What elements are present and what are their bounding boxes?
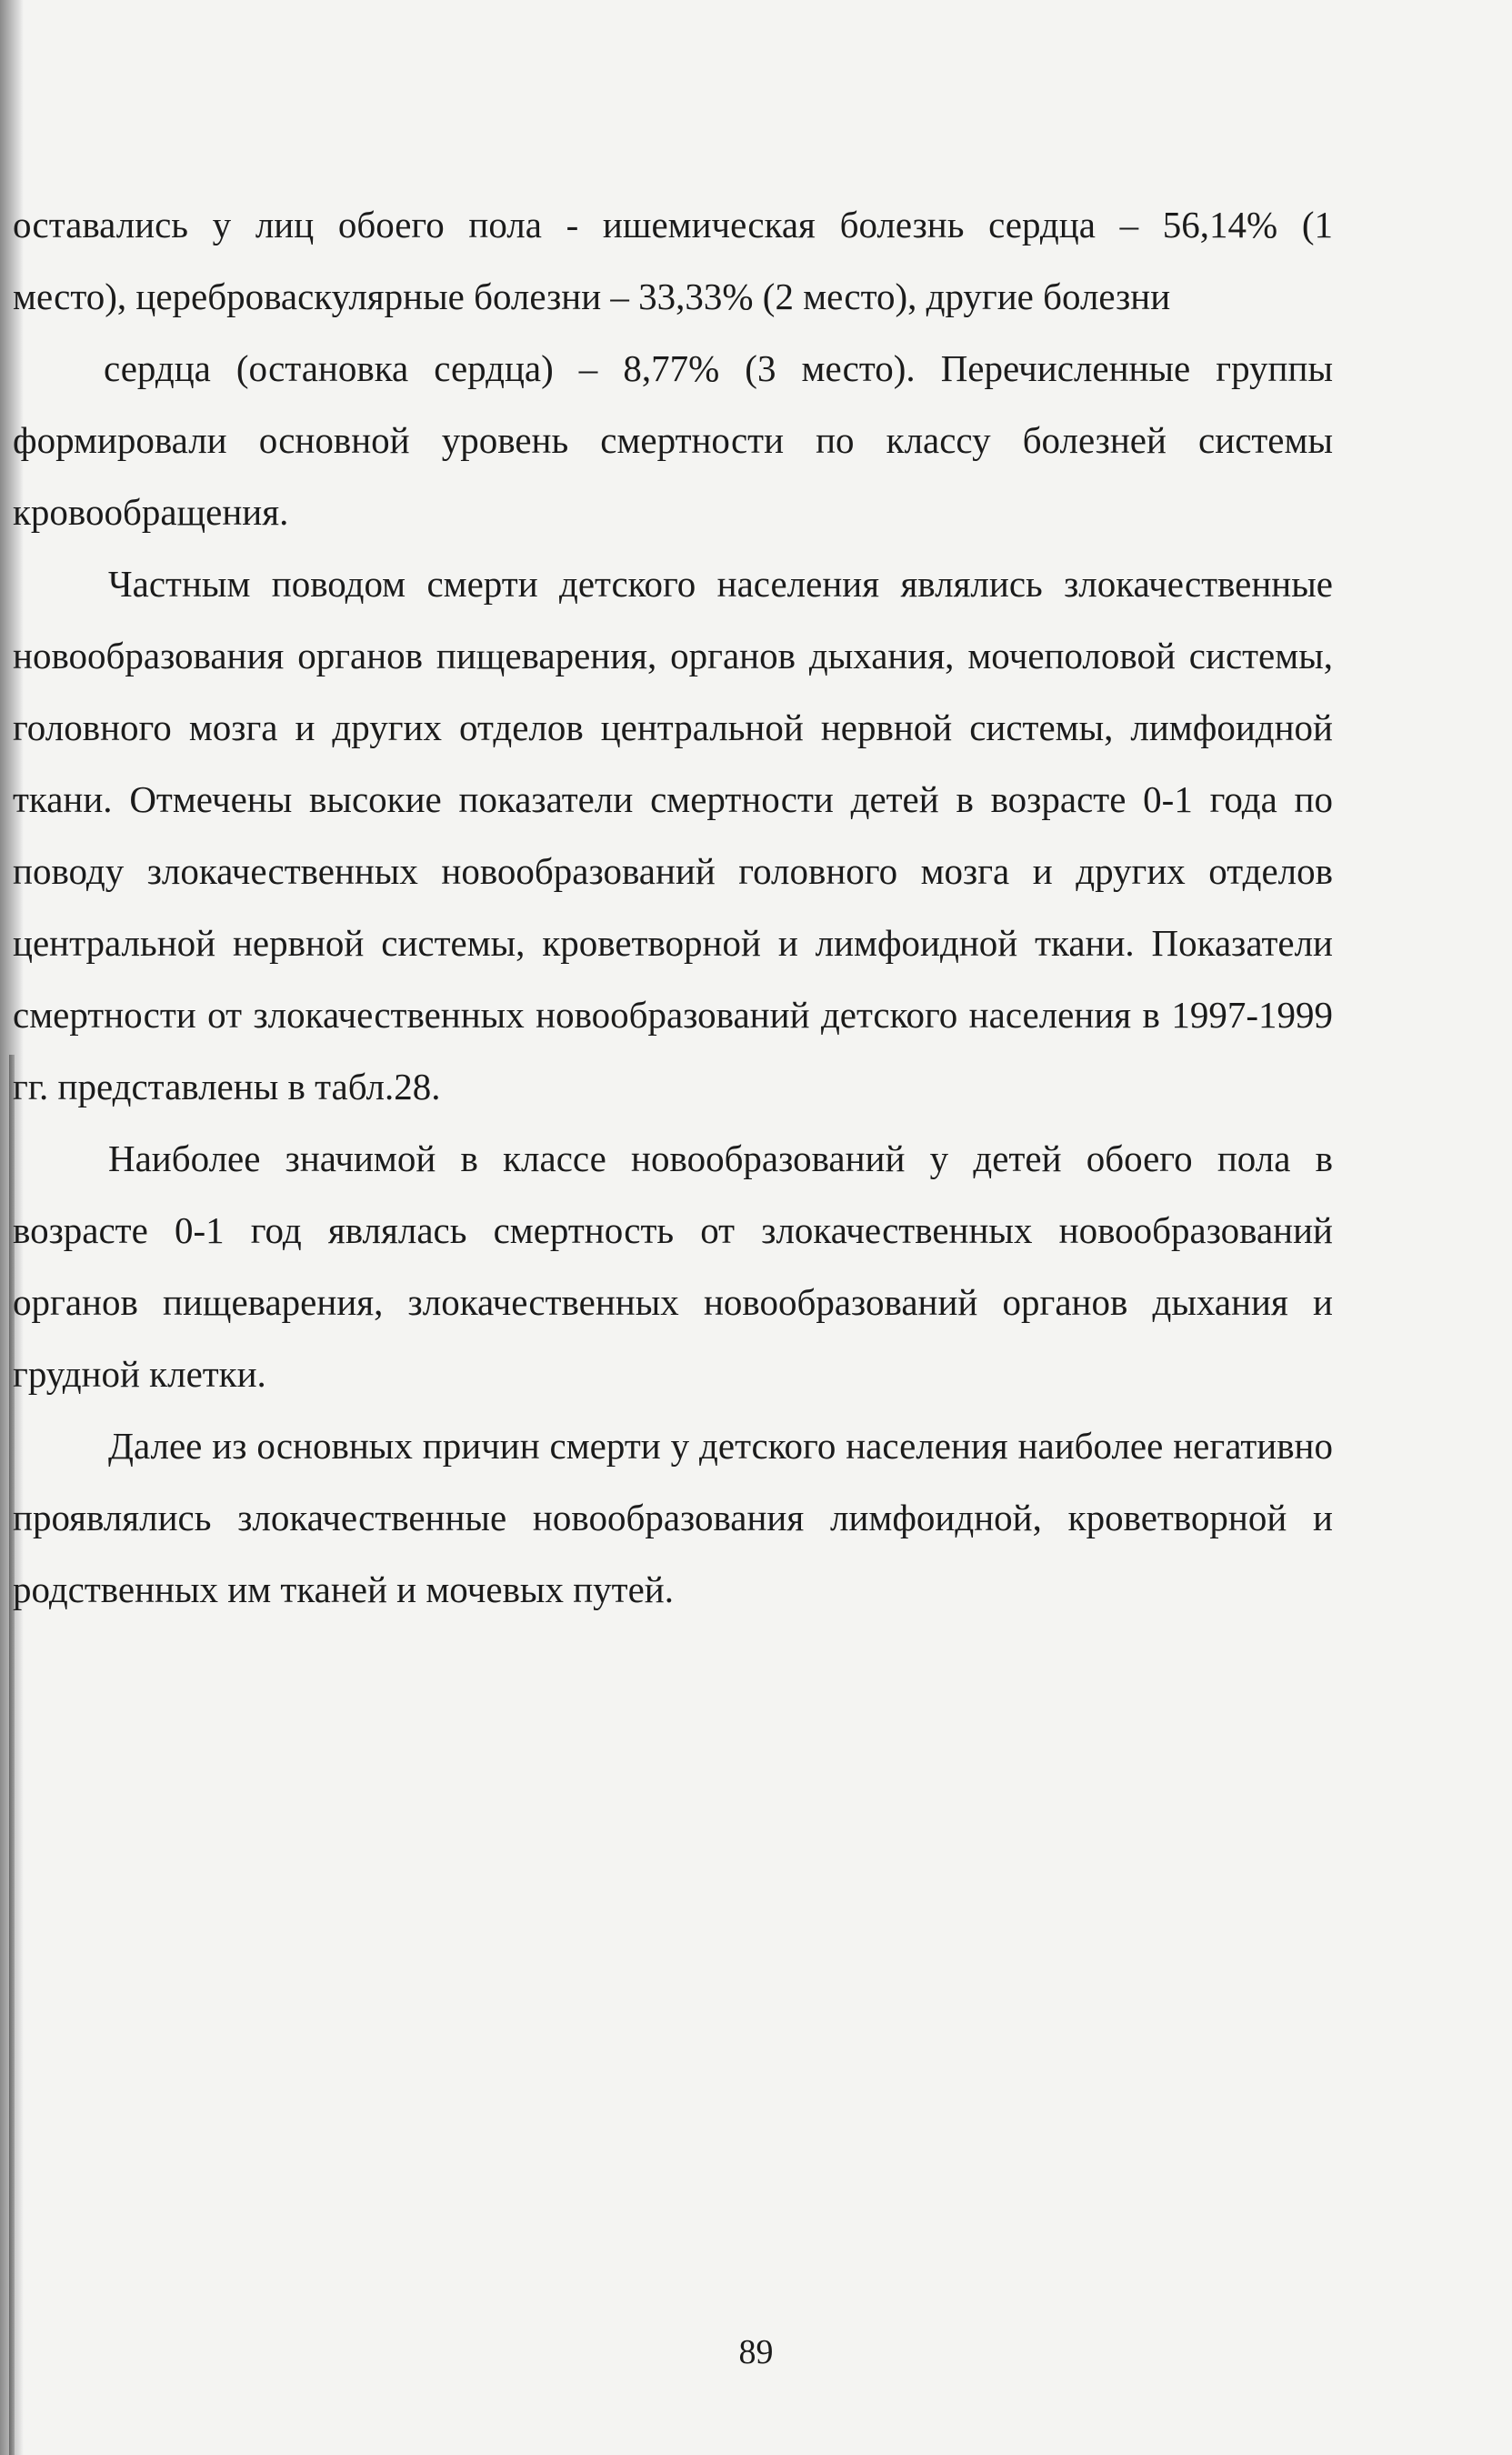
paragraph-4: Далее из основных причин смерти у детского населения наиболее негативно проявлялись злокачественные новообразования лимфоидной, кроветворной и родственных им тканей и мочевых путей. [13,1425,1333,1610]
paragraph-1-line-2: место), цереброваскулярные болезни – 33,33% (2 место), другие болезни [13,276,1171,317]
paragraph-3: Наиболее значимой в классе новообразований у детей обоего пола в возрасте 0-1 год являлась смертность от злокачественных новообразований органов пищеварения, злокачественных новообразований органов дыхания и грудной клетки. [13,1137,1333,1395]
paragraph-1 [13,189,1333,548]
page-number: 89 [738,2333,774,2371]
paragraph-1-line-5: кровообращения. [13,491,289,533]
main-text [13,189,1333,1626]
paragraph-1-line-1: оставались у лиц обоего пола - ишемическая болезнь сердца – 56,14% (1 [13,204,1333,246]
paragraph-1-line-4: формировали основной уровень смертности по классу болезней системы [13,419,1333,461]
paragraph-2: Частным поводом смерти детского населения являлись злокачественные новообразования органов пищеварения, органов дыхания, мочеполовой системы, головного мозга и других отделов центральной нервной системы, лимфоидной ткани. Отмечены высокие показатели смертности детей в возрасте 0-1 года по поводу злокачественных новообразований головного мозга и других отделов центральной нервной системы, кроветворной и лимфоидной ткани. Показатели смертности от злокачественных новообразований детского населения в 1997-1999 гг. представлены в табл.28. [13,563,1333,1107]
paragraph-1-line-3: сердца (остановка сердца) – 8,77% (3 место). Перечисленные группы [104,347,1333,389]
